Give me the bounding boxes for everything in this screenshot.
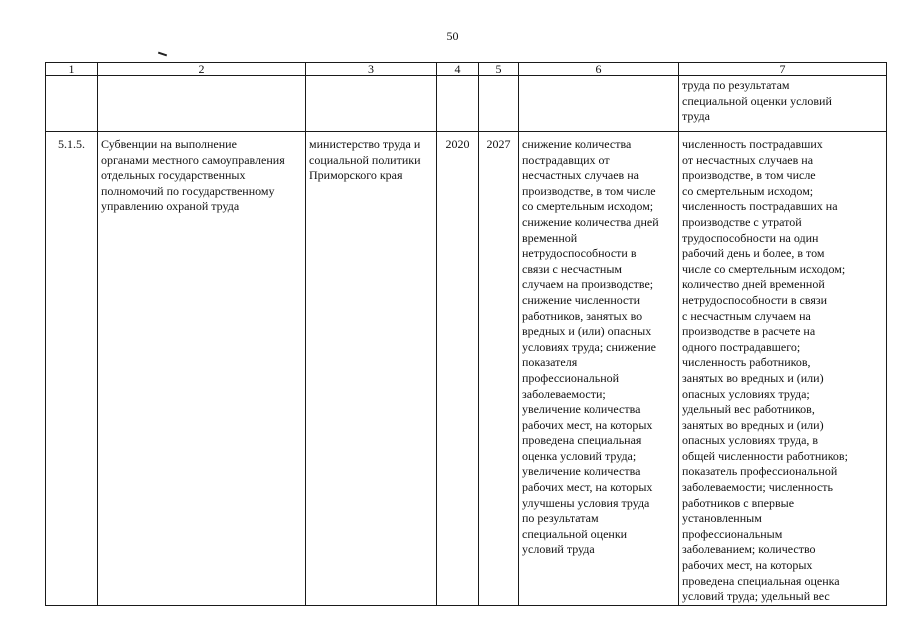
header-col-3: 3 bbox=[306, 63, 437, 76]
cont-cell-4 bbox=[437, 76, 479, 132]
table-header-row bbox=[46, 63, 887, 76]
cont-indicators-cell: труда по результатам специальной оценки условий труда bbox=[679, 76, 887, 132]
header-col-7: 7 bbox=[679, 63, 887, 76]
continuation-row bbox=[46, 76, 887, 132]
indicators-cell: численность пострадавших от несчастных случаев на производстве, в том числе со смертельным исходом; численность пострадавших на производстве с утратой трудоспособности на один рабочий день и более, в том числе со смертельным исходом; количество дней временной нетрудоспособности в связи с несчастным случаем на производстве в расчете на одного пострадавшего; численность работников, занятых во вредных и (или) опасных условиях труда; удельный вес работников, занятых во вредных и (или) опасных условиях труда, в общей численности работников; показатель профессиональной заболеваемости; численность работников с впервые установленным профессиональным заболеванием; количество рабочих мест, на которых проведена специальная оценка условий труда; удельный вес bbox=[679, 132, 887, 606]
cont-cell-6 bbox=[519, 76, 679, 132]
measure-number-cell: 5.1.5. bbox=[46, 132, 98, 606]
header-col-4: 4 bbox=[437, 63, 479, 76]
header-col-2: 2 bbox=[98, 63, 306, 76]
table-row bbox=[46, 132, 887, 606]
scan-mark bbox=[158, 52, 167, 57]
header-col-1: 1 bbox=[46, 63, 98, 76]
cont-cell-2 bbox=[98, 76, 306, 132]
cont-cell-5 bbox=[479, 76, 519, 132]
program-measures-table bbox=[45, 62, 887, 606]
page-number: 50 bbox=[446, 29, 459, 43]
expected-result-cell: снижение количества пострадавщих от несчастных случаев на производстве, в том числе со смертельным исходом; снижение количества дней временной нетрудоспособности в связи с несчастным случаем на производстве; снижение численности работников, занятых во вредных и (или) опасных условиях труда; снижение показателя профессиональной заболеваемости; увеличение количества рабочих мест, на которых проведена специальная оценка условий труда; увеличение количества рабочих мест, на которых улучшены условия труда по результатам специальной оценки условий труда bbox=[519, 132, 679, 606]
cont-cell-1 bbox=[46, 76, 98, 132]
measure-name-cell: Субвенции на выполнение органами местного самоуправления отдельных государственных полномочий по государственному управлению охраной труда bbox=[98, 132, 306, 606]
executor-cell: министерство труда и социальной политики Приморского края bbox=[306, 132, 437, 606]
header-col-6: 6 bbox=[519, 63, 679, 76]
start-year-cell: 2020 bbox=[437, 132, 479, 606]
end-year-cell: 2027 bbox=[479, 132, 519, 606]
header-col-5: 5 bbox=[479, 63, 519, 76]
cont-cell-3 bbox=[306, 76, 437, 132]
